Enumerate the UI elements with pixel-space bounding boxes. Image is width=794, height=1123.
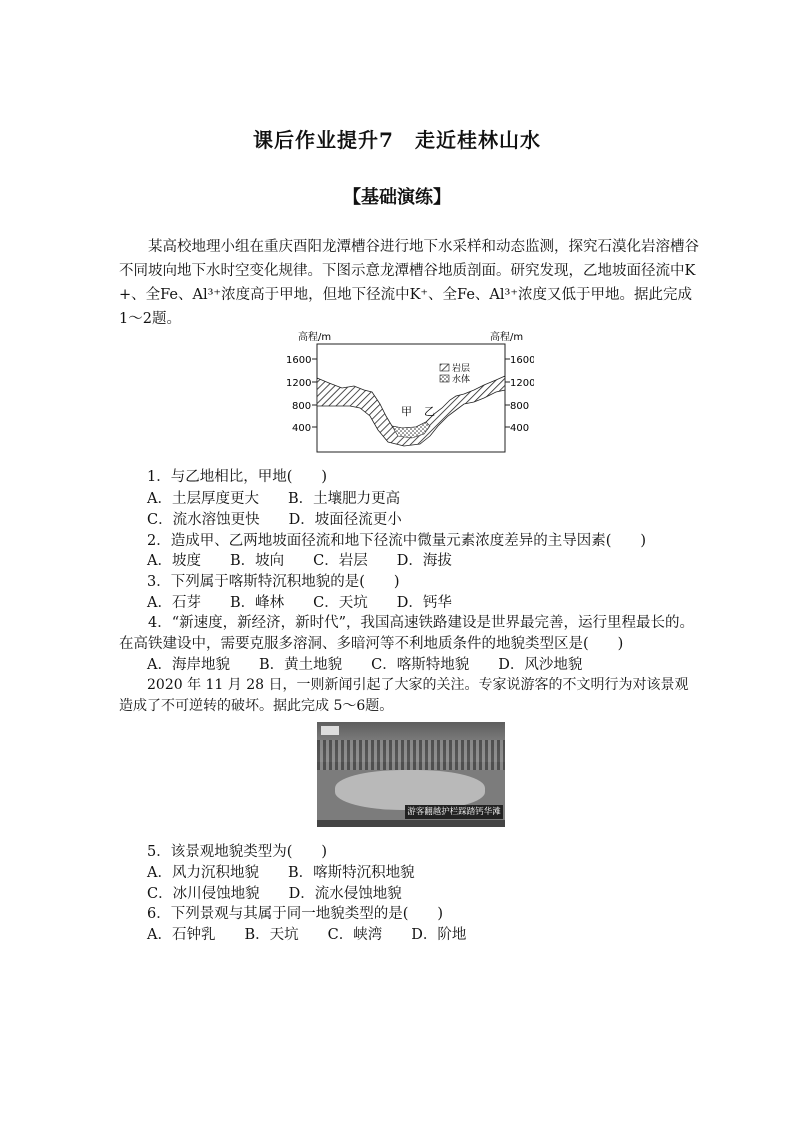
label-jia: 甲 xyxy=(401,405,412,418)
question-line: 2．造成甲、乙两地坡面径流和地下径流中微量元素浓度差异的主导因素( ) xyxy=(147,533,647,549)
options-line: A．海岸地貌 B．黄土地貌 C．喀斯特地貌 D．风沙地貌 xyxy=(147,657,583,673)
intro2-line: 2020 年 11 月 28 日，一则新闻引起了大家的关注。专家说游客的不文明行为对该景观 xyxy=(119,677,689,693)
y-axis-label-right: 高程/m xyxy=(490,332,524,343)
question-line: 1．与乙地相比，甲地( ) xyxy=(147,469,328,485)
tick-label: 1600 xyxy=(510,355,534,366)
options-line: A．石钟乳 B．天坑 C．峡湾 D．阶地 xyxy=(147,927,467,943)
legend-rock-label: 岩层 xyxy=(452,364,471,374)
intro1-line: 不同坡向地下水时空变化规律。下图示意龙潭槽谷地质剖面。研究发现，乙地坡面径流中K xyxy=(119,263,696,279)
tick-label: 1200 xyxy=(286,378,312,389)
intro1-line: 1～2题。 xyxy=(119,311,181,327)
photo-travertine-pool xyxy=(335,770,485,810)
intro2-line: 造成了不可逆转的破坏。据此完成 5～6题。 xyxy=(119,698,394,714)
geologic-profile-figure xyxy=(284,330,534,462)
question-line: 5．该景观地貌类型为( ) xyxy=(147,844,328,860)
intro1-line: 某高校地理小组在重庆酉阳龙潭槽谷进行地下水采样和动态监测，探究石漠化岩溶槽谷 xyxy=(119,239,699,255)
options-line: C．冰川侵蚀地貌 D．流水侵蚀地貌 xyxy=(147,886,402,902)
tick-label: 1600 xyxy=(286,355,312,366)
options-line: A．坡度 B．坡向 C．岩层 D．海拔 xyxy=(147,553,452,569)
tick-label: 400 xyxy=(510,423,530,434)
tick-label: 400 xyxy=(292,423,312,434)
question-line: 6．下列景观与其属于同一地貌类型的是( ) xyxy=(147,906,444,922)
options-line: A．风力沉积地貌 B．喀斯特沉积地貌 xyxy=(147,865,415,881)
tv-logo-icon xyxy=(321,726,339,735)
options-line: A．土层厚度更大 B．土壤肥力更高 xyxy=(147,491,401,507)
options-line: A．石芽 B．峰林 C．天坑 D．钙华 xyxy=(147,595,452,611)
question-line: 4．“新速度，新经济，新时代”，我国高速铁路建设是世界最完善，运行里程最长的。 xyxy=(119,615,695,631)
section-heading: 【基础演练】 xyxy=(343,187,451,208)
intro1-line: +、全Fe、Al³⁺浓度高于甲地，但地下径流中K⁺、全Fe、Al³⁺浓度又低于甲地。据此完成 xyxy=(119,287,692,303)
options-line: C．流水溶蚀更快 D．坡面径流更小 xyxy=(147,512,402,528)
news-photo xyxy=(317,722,505,827)
question-line: 在高铁建设中，需要克服多溶洞、多暗河等不利地质条件的地貌类型区是( ) xyxy=(119,636,624,652)
y-axis-label-left: 高程/m xyxy=(298,332,332,343)
tick-label: 1200 xyxy=(510,378,534,389)
legend-water-label: 水体 xyxy=(452,375,471,385)
tick-label: 800 xyxy=(292,401,312,412)
label-yi: 乙 xyxy=(424,405,435,418)
photo-trees xyxy=(317,740,505,770)
page-title: 课后作业提升7 走近桂林山水 xyxy=(253,128,541,152)
question-line: 3．下列属于喀斯特沉积地貌的是( ) xyxy=(147,574,400,590)
news-ticker xyxy=(317,820,505,827)
news-banner: 游客翻越护栏踩踏钙华滩 xyxy=(405,805,503,819)
tick-label: 800 xyxy=(510,401,530,412)
